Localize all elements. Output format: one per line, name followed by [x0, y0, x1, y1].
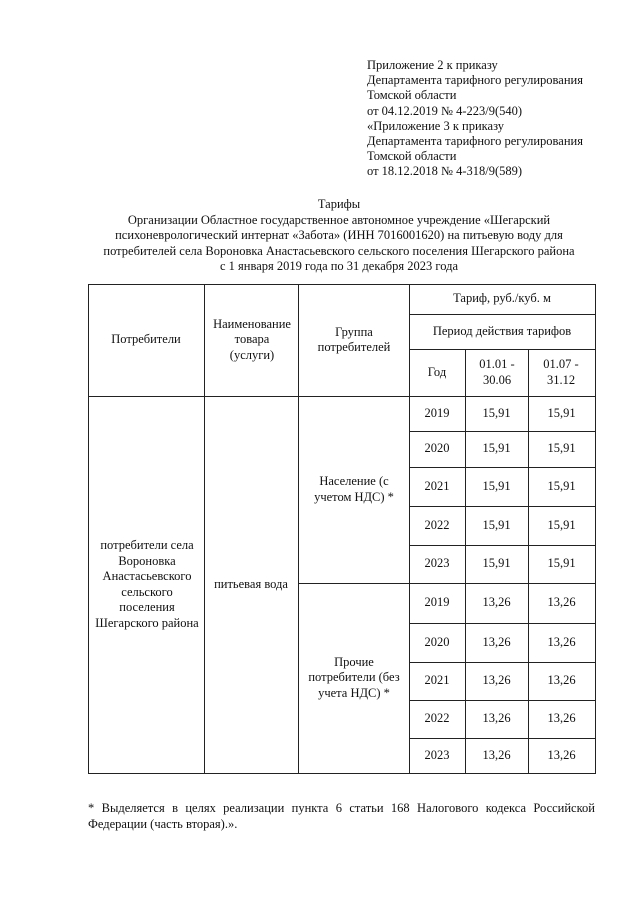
- header-product: Наименование товара (услуги): [213, 316, 291, 362]
- appendix-line: от 18.12.2018 № 4-318/9(589): [367, 164, 523, 179]
- year-cell: 2021: [424, 478, 450, 493]
- header-group: Группа потребителей: [317, 324, 391, 354]
- tariff-h1-cell: 13,26: [482, 673, 511, 688]
- header-tariff: Тариф, руб./куб. м: [453, 291, 551, 306]
- appendix-line: Приложение 2 к приказу: [367, 58, 498, 72]
- tariff-h1-cell: 13,26: [482, 634, 511, 649]
- appendix-line: «Приложение 3 к приказу: [367, 118, 505, 133]
- year-cell: 2023: [424, 747, 450, 762]
- tariff-h1-cell: 15,91: [482, 405, 511, 420]
- tariff-h1-cell: 13,26: [482, 747, 511, 762]
- tariff-h1-cell: 15,91: [482, 517, 511, 532]
- year-cell: 2020: [424, 441, 450, 456]
- title-line: Организации Областное государственное автономное учреждение «Шегарский: [127, 212, 551, 227]
- tariff-h1-cell: 15,91: [482, 478, 511, 493]
- year-cell: 2020: [424, 634, 450, 649]
- tariff-h2-cell: 15,91: [547, 517, 576, 532]
- product-cell: питьевая вода: [214, 576, 288, 591]
- tariff-h2-cell: 13,26: [547, 673, 576, 688]
- year-cell: 2022: [424, 517, 450, 532]
- footnote: * Выделяется в целях реализации пункта 6 статьи 168 Налогового кодекса Российской Федерации (часть вторая).».: [88, 801, 595, 831]
- header-consumers: Потребители: [111, 332, 181, 347]
- year-cell: 2019: [424, 595, 450, 610]
- consumers-cell: потребители села Вороновка Анастасьевского сельского поселения Шегарского района: [95, 538, 199, 630]
- header-half2: 01.07 - 31.12: [543, 357, 579, 387]
- title-line: психоневрологический интернат «Забота» (ИНН 7016001620) на питьевую воду для: [115, 228, 563, 243]
- appendix-line: Департамента тарифного регулирования: [367, 134, 583, 149]
- appendix-line: Томской области: [367, 88, 457, 103]
- year-cell: 2022: [424, 711, 450, 726]
- tariff-h1-cell: 13,26: [482, 711, 511, 726]
- header-year: Год: [427, 364, 447, 379]
- tariff-h2-cell: 13,26: [547, 711, 576, 726]
- group-name-cell: Прочие потребители (без учета НДС) *: [308, 654, 400, 700]
- tariff-h2-cell: 15,91: [547, 478, 576, 493]
- tariff-h2-cell: 13,26: [547, 634, 576, 649]
- tariff-h1-cell: 15,91: [482, 441, 511, 456]
- header-half1: 01.01 - 30.06: [479, 357, 515, 387]
- appendix-line: Томской области: [367, 149, 457, 164]
- year-cell: 2021: [424, 673, 450, 688]
- tariff-h2-cell: 13,26: [547, 747, 576, 762]
- tariff-h2-cell: 13,26: [547, 595, 576, 610]
- group-name-cell: Население (с учетом НДС) *: [314, 474, 394, 504]
- tariff-h1-cell: 13,26: [482, 595, 511, 610]
- year-cell: 2019: [424, 405, 450, 420]
- appendix-line: от 04.12.2019 № 4-223/9(540): [367, 103, 523, 118]
- header-period: Период действия тарифов: [432, 323, 572, 338]
- tariff-h2-cell: 15,91: [547, 556, 576, 571]
- year-cell: 2023: [424, 556, 450, 571]
- tariff-h2-cell: 15,91: [547, 441, 576, 456]
- tariff-h2-cell: 15,91: [547, 405, 576, 420]
- title-line: с 1 января 2019 года по 31 декабря 2023 года: [219, 259, 458, 274]
- tariff-h1-cell: 15,91: [482, 556, 511, 571]
- appendix-line: Департамента тарифного регулирования: [367, 73, 583, 88]
- title-line: потребителей села Вороновка Анастасьевского сельского поселения Шегарского района: [103, 243, 575, 258]
- title-heading: Тарифы: [317, 197, 361, 211]
